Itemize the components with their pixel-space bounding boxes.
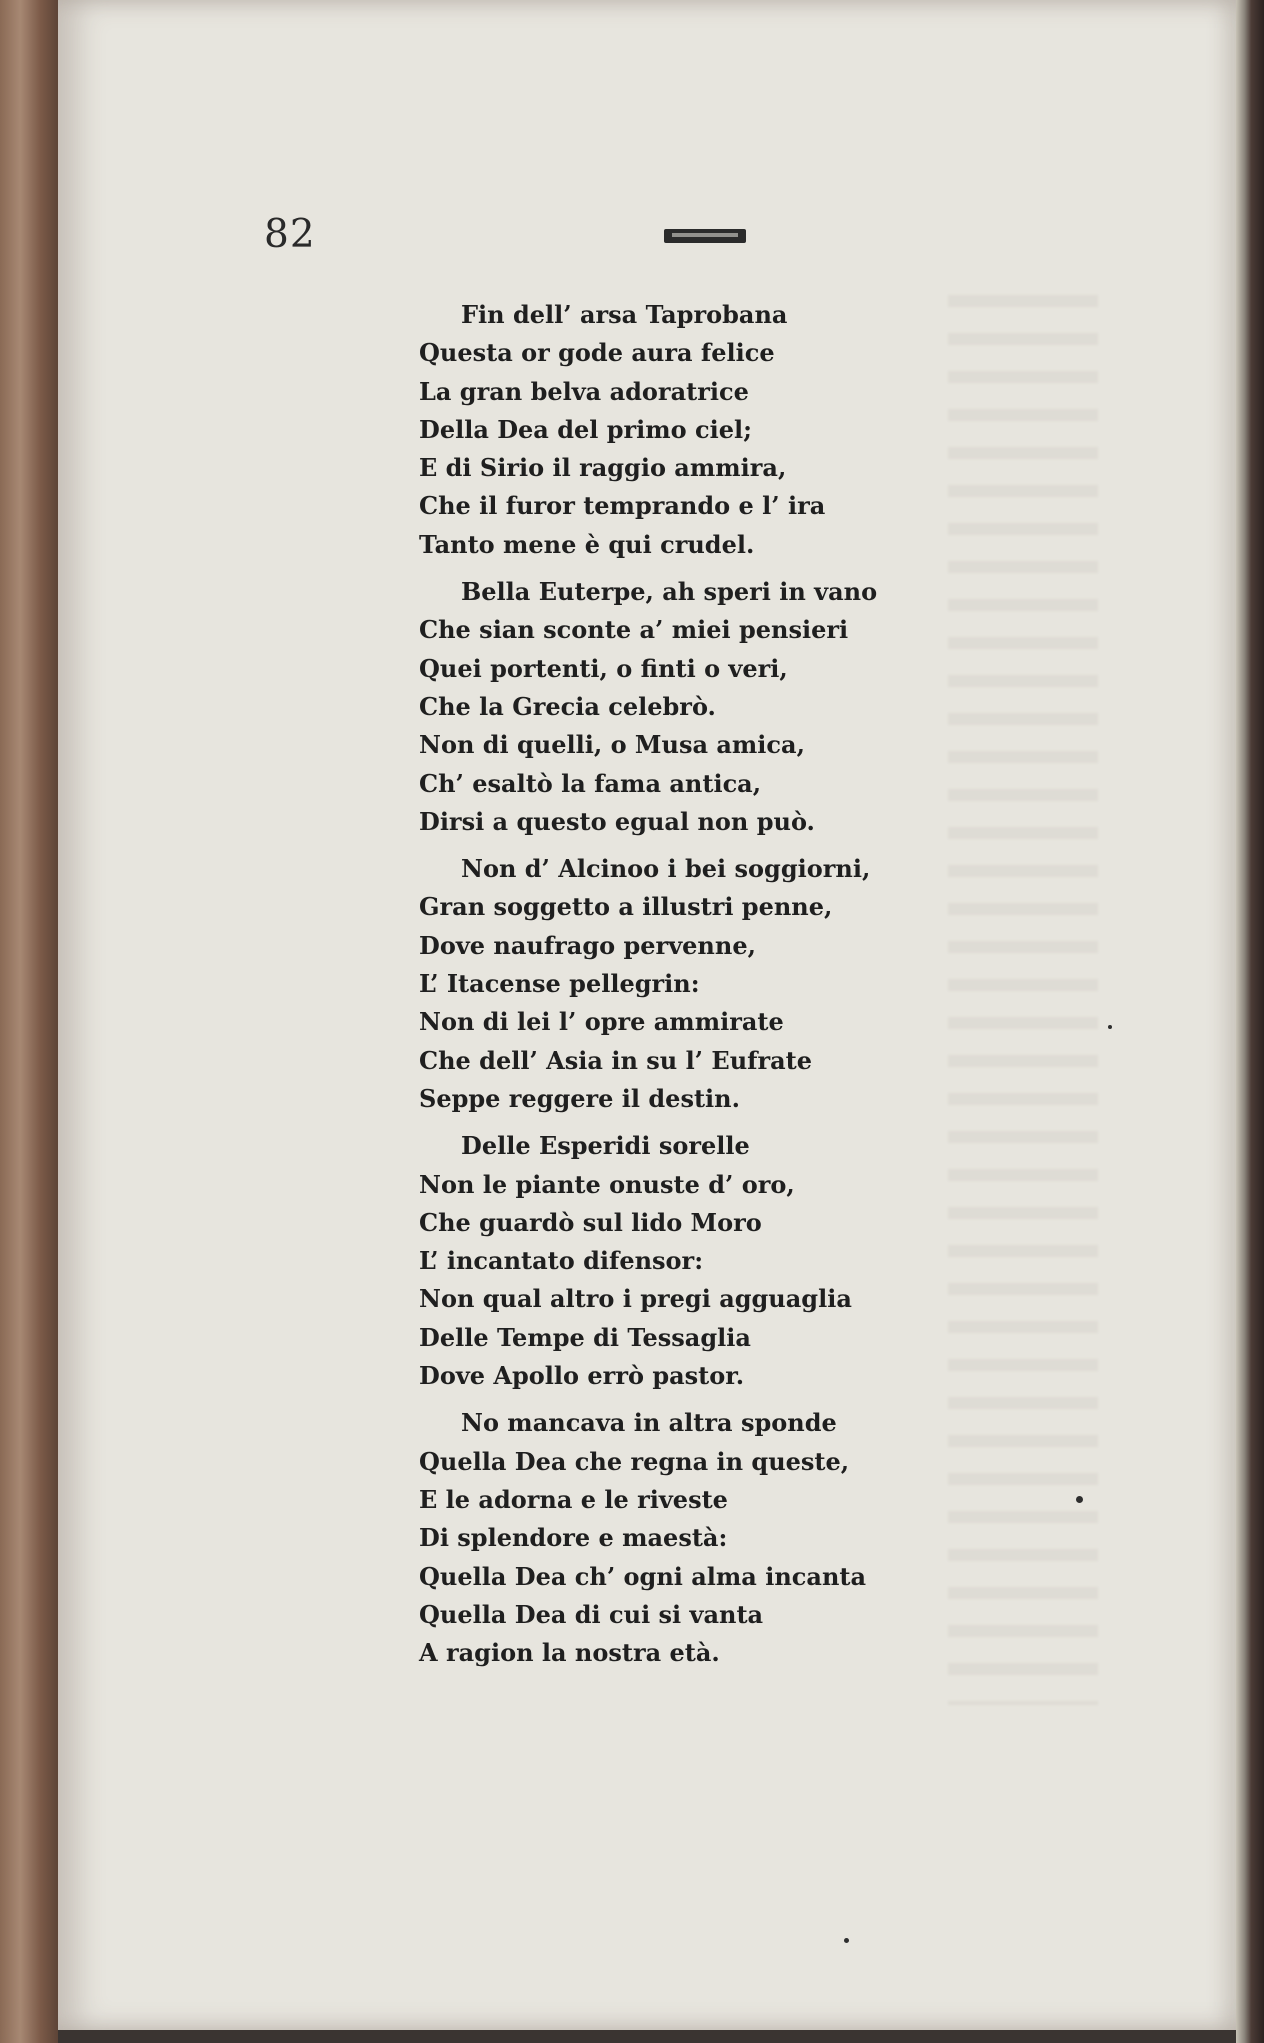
- poem-line: Che il furor temprando e l’ ira: [419, 491, 826, 521]
- book-spine-edge: [0, 0, 58, 2043]
- poem-line: Non di quelli, o Musa amica,: [419, 730, 805, 760]
- page-number: 82: [264, 212, 316, 257]
- stanza-3: [419, 850, 959, 1118]
- poem-line: Gran soggetto a illustri penne,: [419, 892, 833, 922]
- poem-line: Delle Esperidi sorelle: [461, 1131, 750, 1161]
- stanza-5: [419, 1404, 959, 1672]
- header-ornament: [664, 229, 746, 243]
- ink-speck: [1076, 1496, 1083, 1503]
- poem-line: Che guardò sul lido Moro: [419, 1207, 762, 1237]
- poem-line: L’ Itacense pellegrin:: [419, 969, 700, 999]
- poem-line: Ch’ esaltò la fama antica,: [419, 768, 762, 798]
- poem-line: No mancava in altra sponde: [461, 1408, 837, 1438]
- stanza-2: [419, 573, 959, 841]
- poem-line: L’ incantato difensor:: [419, 1246, 704, 1276]
- poem-line: Che la Grecia celebrò.: [419, 691, 716, 721]
- poem-line: Di splendore e maestà:: [419, 1523, 728, 1553]
- poem-line: E le adorna e le riveste: [419, 1484, 728, 1514]
- show-through-text: [948, 295, 1098, 1705]
- book-right-edge: [1236, 0, 1264, 2043]
- poem-line: Che dell’ Asia in su l’ Eufrate: [419, 1045, 813, 1075]
- poem-line: A ragion la nostra età.: [419, 1638, 720, 1668]
- poem-line: Non le piante onuste d’ oro,: [419, 1169, 795, 1199]
- poem-line: Seppe reggere il destin.: [419, 1083, 740, 1113]
- poem-line: Dirsi a questo egual non può.: [419, 806, 815, 836]
- stanza-1: [419, 296, 959, 564]
- poem-line: Quella Dea che regna in queste,: [419, 1446, 850, 1476]
- poem-line: Non qual altro i pregi agguaglia: [419, 1284, 852, 1314]
- poem-line: Delle Tempe di Tessaglia: [419, 1322, 751, 1352]
- poem-line: Dove naufrago pervenne,: [419, 930, 756, 960]
- poem-line: Questa or gode aura felice: [419, 338, 775, 368]
- poem-line: Della Dea del primo ciel;: [419, 414, 753, 444]
- poem-line: Quella Dea di cui si vanta: [419, 1599, 764, 1629]
- poem-line: Dove Apollo errò pastor.: [419, 1361, 745, 1391]
- ink-speck: [844, 1938, 849, 1943]
- ink-speck: [1108, 1025, 1112, 1029]
- poem-line: Non di lei l’ opre ammirate: [419, 1007, 784, 1037]
- book-page: [58, 0, 1236, 2030]
- poem-line: Non d’ Alcinoo i bei soggiorni,: [461, 854, 871, 884]
- poem-text: [419, 296, 959, 1681]
- stanza-4: [419, 1127, 959, 1395]
- poem-line: Che sian sconte a’ miei pensieri: [419, 615, 849, 645]
- poem-line: La gran belva adoratrice: [419, 376, 749, 406]
- poem-line: Tanto mene è qui crudel.: [419, 529, 755, 559]
- poem-line: E di Sirio il raggio ammira,: [419, 453, 787, 483]
- poem-line: Bella Euterpe, ah speri in vano: [461, 577, 878, 607]
- poem-line: Quella Dea ch’ ogni alma incanta: [419, 1561, 867, 1591]
- poem-line: Quei portenti, o finti o veri,: [419, 653, 788, 683]
- poem-line: Fin dell’ arsa Taprobana: [461, 300, 788, 329]
